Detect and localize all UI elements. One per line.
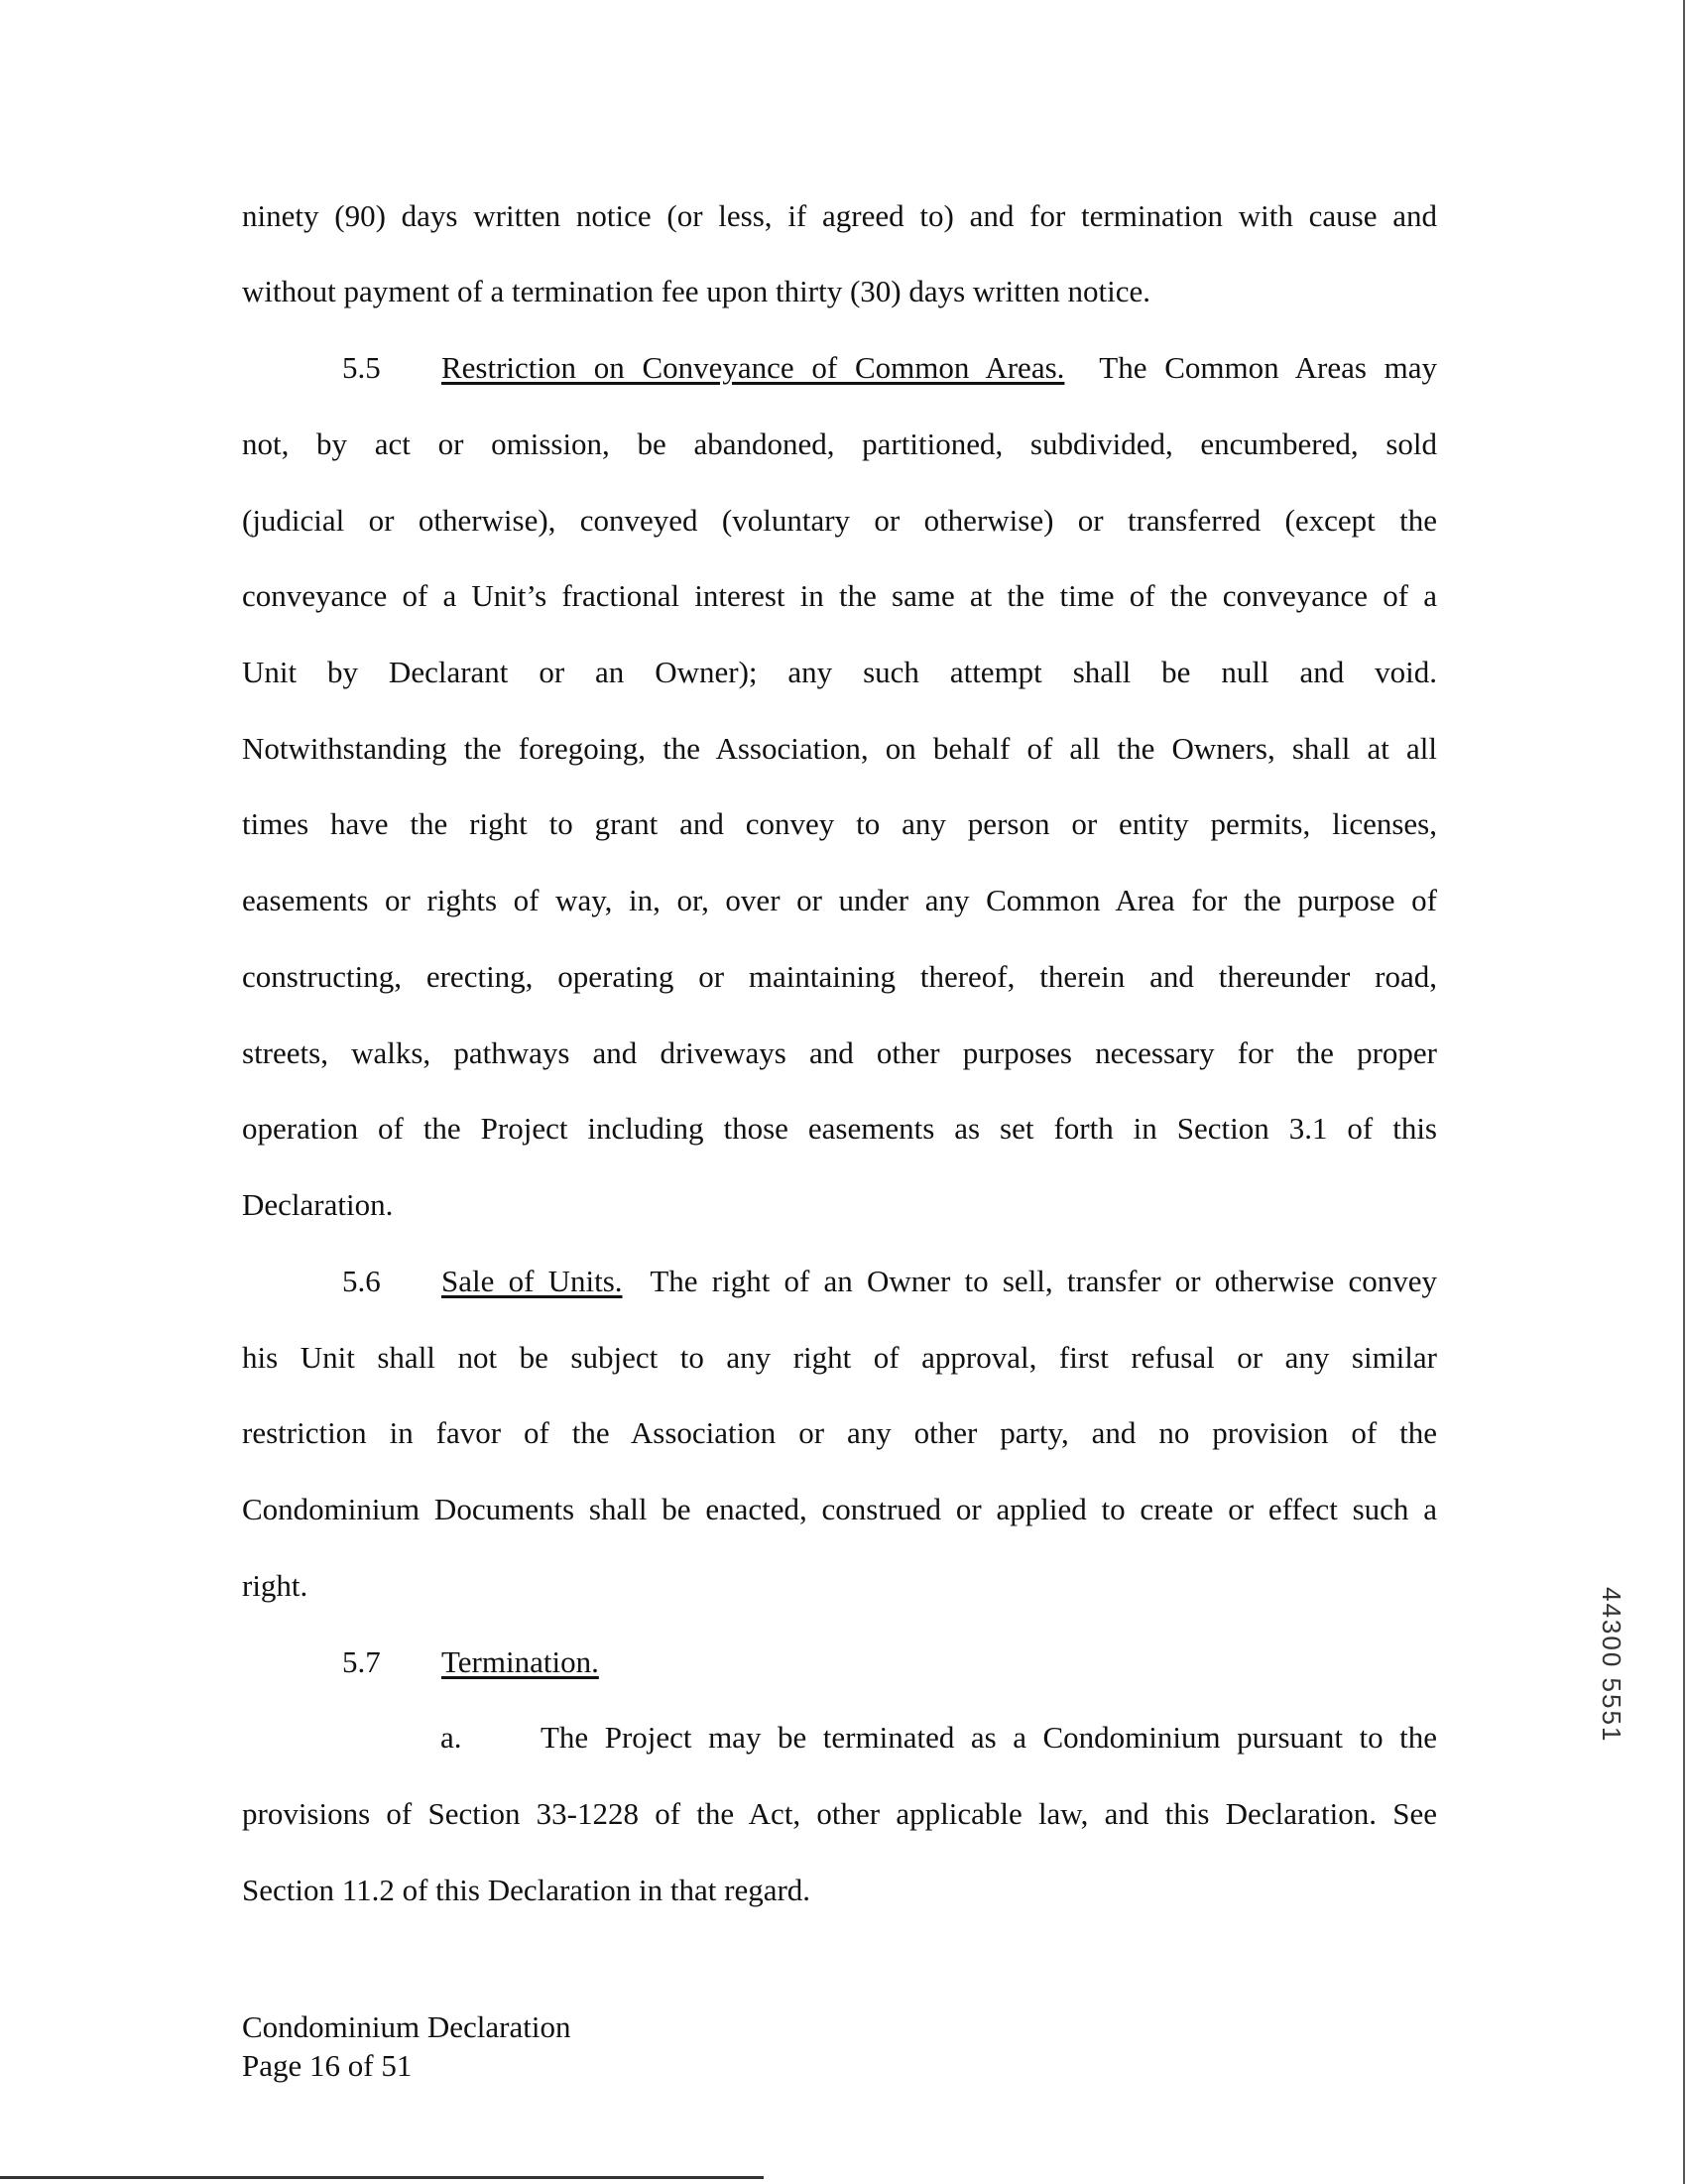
section-5-6-heading-line (242, 1262, 1437, 1301)
body-line: easements or rights of way, in, or, over or under any Common Area for the purpose of (242, 883, 1437, 917)
body-line: times have the right to grant and convey to any person or entity permits, licenses, (242, 806, 1437, 841)
subsection-label: a. (440, 1720, 462, 1755)
body-line: streets, walks, pathways and driveways and other purposes necessary for the proper (242, 1035, 1437, 1070)
body-line: Section 11.2 of this Declaration in that regard. (242, 1873, 811, 1907)
section-heading: Termination. (441, 1644, 599, 1679)
section-text: The Common Areas may (1099, 350, 1437, 385)
body-line: operation of the Project including those easements as set forth in Section 3.1 of this (242, 1111, 1437, 1146)
scan-edge-right (1683, 0, 1685, 2184)
body-line: Notwithstanding the foregoing, the Association, on behalf of all the Owners, shall at all (242, 731, 1437, 766)
section-number: 5.5 (342, 350, 381, 385)
section-5-7-heading-line (242, 1642, 1437, 1682)
section-number: 5.7 (342, 1644, 381, 1679)
body-line: conveyance of a Unit’s fractional interest in the same at the time of the conveyance of a (242, 578, 1437, 613)
subsection-a-first-line (242, 1718, 1437, 1758)
section-5-5-heading-line (242, 348, 1437, 388)
subsection-text: The Project may be terminated as a Condominium pursuant to the (541, 1720, 1437, 1755)
body-line: (judicial or otherwise), conveyed (voluntary or otherwise) or transferred (except the (242, 503, 1437, 538)
footer-page-label: Page 16 of 51 (242, 2048, 413, 2083)
body-line: his Unit shall not be subject to any right of approval, first refusal or any similar (242, 1340, 1437, 1375)
footer-document-name: Condominium Declaration (242, 2009, 571, 2044)
body-line: restriction in favor of the Association or any other party, and no provision of the (242, 1415, 1437, 1450)
body-line: constructing, erecting, operating or maintaining thereof, therein and thereunder road, (242, 959, 1437, 994)
body-line: provisions of Section 33-1228 of the Act, other applicable law, and this Declaration. See (242, 1796, 1437, 1831)
body-line: Declaration. (242, 1187, 394, 1222)
body-line: ninety (90) days written notice (or less, if agreed to) and for termination with cause and (242, 198, 1437, 233)
scan-edge-bottom (0, 2176, 764, 2179)
body-line: Condominium Documents shall be enacted, construed or applied to create or effect such a (242, 1492, 1437, 1526)
section-heading: Sale of Units. (441, 1264, 623, 1298)
bates-stamp: 44300 5551 (1597, 1587, 1626, 1744)
section-number: 5.6 (342, 1264, 381, 1298)
section-heading: Restriction on Conveyance of Common Areas. (441, 350, 1065, 385)
body-line: right. (242, 1568, 308, 1603)
section-text: The right of an Owner to sell, transfer or otherwise convey (650, 1264, 1437, 1298)
body-line: not, by act or omission, be abandoned, partitioned, subdivided, encumbered, sold (242, 426, 1437, 461)
body-line: without payment of a termination fee upon thirty (30) days written notice. (242, 274, 1150, 308)
body-line: Unit by Declarant or an Owner); any such attempt shall be null and void. (242, 655, 1437, 689)
